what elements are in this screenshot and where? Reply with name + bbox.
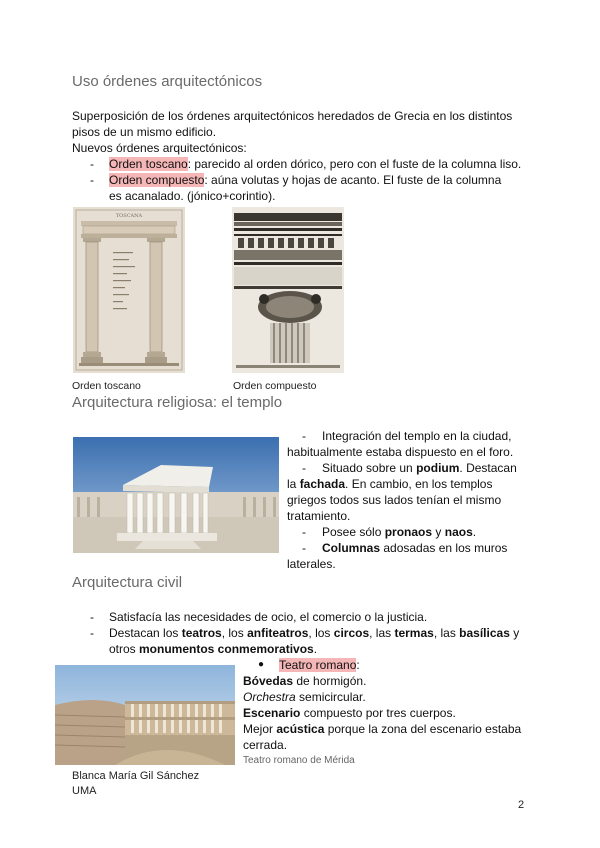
dash: - [90, 157, 94, 171]
term-orden-compuesto: Orden compuesto [109, 173, 205, 187]
templo-item-4-l2: laterales. [287, 557, 336, 571]
term-orden-toscano: Orden toscano [109, 157, 188, 171]
dash: - [90, 610, 94, 624]
orden-toscano-engraving [73, 207, 185, 373]
templo-item-2-l3: griegos todos sus lados tenían el mismo [287, 493, 502, 507]
teatro-line-1: Bóvedas de hormigón. [243, 674, 367, 688]
section-title-templo: Arquitectura religiosa: el templo [72, 394, 283, 411]
teatro-line-4: Mejor acústica porque la zona del escenario estaba [243, 722, 522, 736]
intro-paragraph: Superposición de los órdenes arquitectónicos heredados de Grecia en los distintos pisos de un mismo edificio. [72, 109, 513, 139]
templo-dash-3: - [302, 525, 306, 539]
dash: - [90, 626, 94, 640]
bullet-destacan-l2: otros monumentos conmemorativos. [109, 642, 318, 656]
teatro-line-2: Orchestra semicircular. [243, 690, 366, 704]
templo-photo [73, 437, 279, 553]
teatro-heading-line: Teatro romano: [279, 658, 360, 672]
templo-item-4-l1: Columnas adosadas en los muros [322, 541, 508, 555]
templo-dash-4: - [302, 541, 306, 555]
teatro-merida-photo [55, 665, 235, 765]
dash: - [90, 173, 94, 187]
page-number: 2 [518, 799, 525, 811]
section-title-civil: Arquitectura civil [72, 574, 183, 591]
templo-dash-1: - [302, 429, 306, 443]
templo-item-1-l1: Integración del templo en la ciudad, [322, 429, 512, 443]
orden-compuesto-engraving [232, 207, 344, 373]
caption-orden-toscano: Orden toscano [72, 380, 141, 392]
templo-dash-2: - [302, 461, 306, 475]
teatro-bullet: ● [258, 659, 265, 670]
templo-item-2-l2: la fachada. En cambio, en los templos [287, 477, 493, 491]
templo-item-1-l2: habitualmente estaba dispuesto en el foro. [287, 445, 514, 459]
templo-item-2-l1: Situado sobre un podium. Destacan [322, 461, 517, 475]
teatro-line-3: Escenario compuesto por tres cuerpos. [243, 706, 456, 720]
teatro-heading: Teatro romano [279, 658, 357, 672]
teatro-line-5: cerrada. [243, 738, 288, 752]
desc-orden-toscano: : parecido al orden dórico, pero con el fuste de la columna liso. [187, 157, 522, 171]
templo-item-2-l4: tratamiento. [287, 509, 351, 523]
caption-teatro-merida: Teatro romano de Mérida [243, 755, 355, 766]
templo-item-3: Posee sólo pronaos y naos. [322, 525, 477, 539]
footer-institution: UMA [72, 785, 97, 797]
nuevos-ordenes-label: Nuevos órdenes arquitectónicos: [72, 141, 247, 155]
bullet-ocio-text: Satisfacía las necesidades de ocio, el comercio o la justicia. [109, 610, 428, 624]
footer-author: Blanca María Gil Sánchez [72, 770, 200, 782]
caption-orden-compuesto: Orden compuesto [233, 380, 317, 392]
section-title-uso-ordenes: Uso órdenes arquitectónicos [72, 73, 263, 90]
desc-orden-compuesto: : aúna volutas y hojas de acanto. El fuste de la columna es acanalado. (jónico+corintio). [109, 173, 502, 203]
engraving-label: TOSCANA [115, 213, 143, 219]
